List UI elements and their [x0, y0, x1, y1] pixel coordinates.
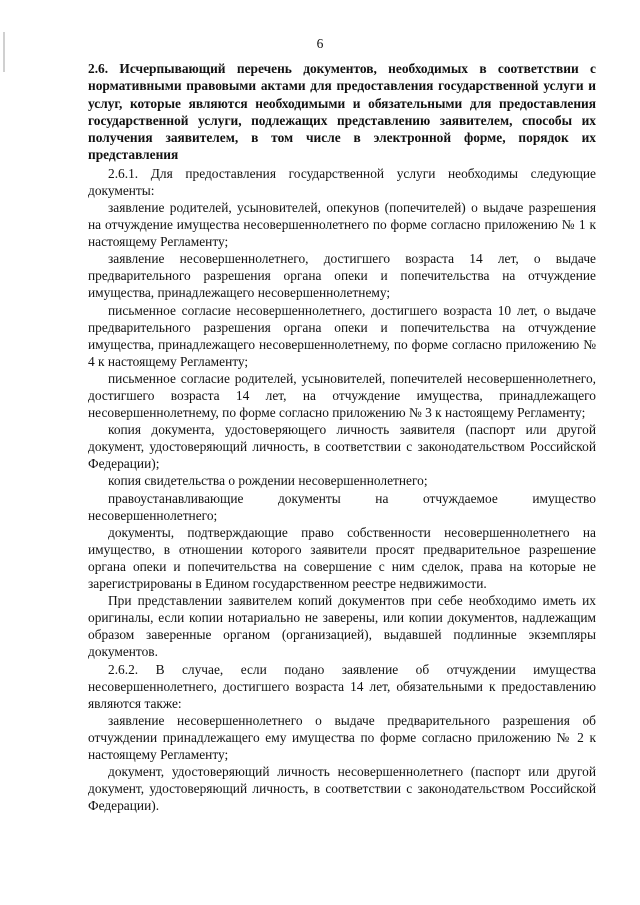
paragraph: 2.6.2. В случае, если подано заявление об отчуждении имущества несовершеннолетнего, достигшего возраста 14 лет, обязательными к предоставлению являются также:: [88, 661, 596, 711]
paragraph: документы, подтверждающие право собственности несовершеннолетнего на имущество, в отношении которого заявители просят предварительное разрешение органа опеки и попечительства на совершение с ним сделок, права на которые не зарегистрированы в Едином государственном реестре недвижимости.: [88, 524, 596, 592]
paragraph: заявление несовершеннолетнего о выдаче предварительного разрешения об отчуждении принадлежащего ему имущества по форме согласно приложению № 2 к настоящему Регламенту;: [88, 712, 596, 762]
paragraph: правоустанавливающие документы на отчуждаемое имущество несовершеннолетнего;: [88, 490, 596, 523]
paragraph: При представлении заявителем копий документов при себе необходимо иметь их оригиналы, если копии нотариально не заверены, или копии документов, надлежащим образом заверенные органом (организацией), выдавшей подлинные экземпляры документов.: [88, 593, 596, 660]
paragraph: заявление несовершеннолетнего, достигшего возраста 14 лет, о выдаче предварительного разрешения органа опеки и попечительства на отчуждение имущества, принадлежащего несовершеннолетнему;: [88, 251, 596, 301]
paragraph: письменное согласие несовершеннолетнего, достигшего возраста 10 лет, о выдаче предварительного разрешения органа опеки и попечительства на отчуждение имущества, принадлежащего несовершеннолетнему, по форме согласно приложению № 4 к настоящему Регламенту;: [88, 302, 596, 369]
paragraph: заявление родителей, усыновителей, опекунов (попечителей) о выдаче разрешения на отчуждение имущества несовершеннолетнего по форме согласно приложению № 1 к настоящему Регламенту;: [88, 199, 596, 250]
paragraph: письменное согласие родителей, усыновителей, попечителей несовершеннолетнего, достигшего возраста 14 лет, на отчуждение имущества, принадлежащего несовершеннолетнему, по форме согласно приложению № 3 к настоящему Регламенту;: [88, 370, 596, 421]
section-heading: 2.6. Исчерпывающий перечень документов, необходимых в соответствии с нормативными правовыми актами для предоставления государственной услуги и услуг, которые являются необходимыми и обязательными для предоставления государственной услуги, подлежащих представлению заявителем, способы их получения заявителем, в том числе в электронной форме, порядок их представления: [88, 61, 596, 163]
document-body: [88, 60, 596, 814]
page-number: 6: [316, 36, 324, 51]
paragraph: документ, удостоверяющий личность несовершеннолетнего (паспорт или другой документ, удостоверяющий личность, в соответствии с законодательством Российской Федерации).: [88, 764, 596, 814]
paragraph: копия свидетельства о рождении несовершеннолетнего;: [108, 473, 428, 489]
paragraph: 2.6.1. Для предоставления государственной услуги необходимы следующие документы:: [88, 165, 596, 198]
paragraph: копия документа, удостоверяющего личность заявителя (паспорт или другой документ, удостоверяющий личность, в соответствии с законодательством Российской Федерации);: [88, 422, 596, 472]
